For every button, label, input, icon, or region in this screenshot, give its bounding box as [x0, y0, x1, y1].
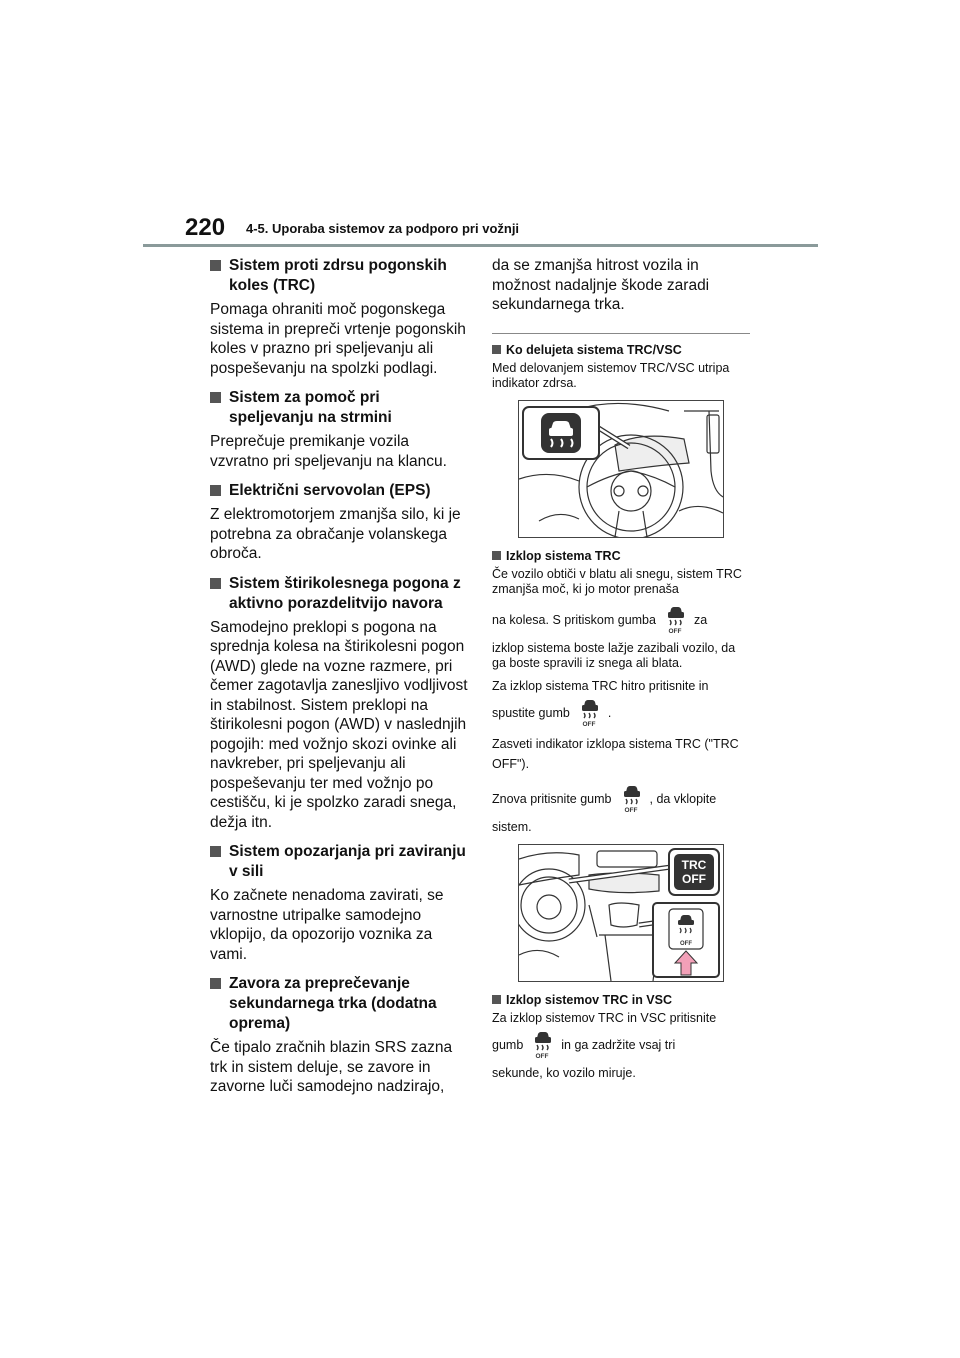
right-column	[492, 256, 750, 1089]
trc-off-p2	[492, 605, 750, 635]
trc-off-p5	[492, 698, 750, 728]
text-fragment: Znova pritisnite gumb	[492, 792, 612, 806]
bullet-square-icon	[210, 485, 221, 496]
trc-off-p7	[492, 784, 750, 814]
bullet-square-icon	[210, 846, 221, 857]
vsc-off-button-callout	[653, 903, 719, 977]
vsc-off-button-icon	[576, 698, 602, 728]
text-fragment: .	[607, 706, 612, 720]
svg-text:OFF: OFF	[682, 871, 706, 886]
bullet-square-icon	[492, 551, 501, 560]
body-secondary-collision-brake: Če tipalo zračnih blazin SRS zazna trk in sistem deluje, se zavore in zavorne luči samodejno nadzirajo,	[210, 1039, 453, 1095]
trc-vsc-off-p3: sekunde, ko vozilo miruje.	[492, 1066, 636, 1080]
slip-indicator-icon	[541, 413, 581, 453]
section-title: 4-5. Uporaba sistemov za podporo pri vožnji	[246, 221, 520, 236]
bullet-square-icon	[492, 995, 501, 1004]
trc-off-p6: Zasveti indikator izklopa sistema TRC ("TRC OFF").	[492, 737, 739, 771]
heading-awd: Sistem štirikolesnega pogona z aktivno porazdelitvijo navora	[210, 574, 468, 614]
divider	[492, 333, 750, 334]
trc-off-p4: Za izklop sistema TRC hitro pritisnite in	[492, 678, 709, 693]
svg-text:OFF: OFF	[680, 940, 692, 947]
body-awd: Samodejno preklopi s pogona na sprednja kolesa na štirikolesni pogon (AWD) glede na vozne razmere, pri čemer zagotavlja zanesljivo vodljivost in stabilnost. Sistem preklopi na štirikolesni pogon (AWD) v naslednjih pogojih: med vožnjo skozi ovinke ali navkreber, pri speljevanju ali pospeševanju ter med vožnjo po cestišču, ki je spolzko zaradi snega, dežja itn.	[210, 618, 468, 831]
trc-off-indicator	[669, 849, 719, 895]
console-illustration	[519, 845, 723, 981]
vsc-off-button-icon	[662, 605, 688, 635]
body-trc-vsc-active: Med delovanjem sistemov TRC/VSC utripa indikator zdrsa.	[492, 360, 730, 390]
page-number: 220	[185, 214, 226, 241]
subheading-trc-vsc-active: Ko delujeta sistema TRC/VSC	[492, 342, 750, 358]
text-fragment: za	[693, 612, 708, 627]
trc-vsc-off-p1: Za izklop sistemov TRC in VSC pritisnite	[492, 1010, 717, 1025]
svg-text:OFF: OFF	[582, 721, 596, 728]
body-trc: Pomaga ohraniti moč pogonskega sistema in prepreči vrtenje pogonskih koles v prazno pri speljevanju ali pospeševanju na spolzki podlagi.	[210, 301, 466, 377]
heading-trc: Sistem proti zdrsu pogonskih koles (TRC)	[210, 256, 468, 296]
subheading-trc-vsc-off: Izklop sistemov TRC in VSC	[492, 992, 750, 1008]
trc-off-p1: Če vozilo obtiči v blatu ali snegu, sistem TRC zmanjša moč, ki jo motor prenaša	[492, 566, 742, 596]
trc-vsc-off-p2	[492, 1030, 750, 1060]
heading-eps: Električni servovolan (EPS)	[210, 481, 468, 501]
body-eps: Z elektromotorjem zmanjša silo, ki je potrebna za obračanje volanskega obroča.	[210, 506, 461, 562]
text-fragment: gumb	[492, 1038, 524, 1052]
bullet-square-icon	[492, 345, 501, 354]
bullet-square-icon	[210, 978, 221, 989]
vsc-off-button-icon	[529, 1030, 555, 1060]
continuation-text: da se zmanjša hitrost vozila in možnost nadaljnje škode zaradi sekundarnega trka.	[492, 257, 710, 313]
trc-off-p8: sistem.	[492, 820, 532, 834]
trc-off-p3: izklop sistema boste lažje zazibali vozilo, da ga boste spravili iz snega ali blata.	[492, 640, 736, 670]
trc-off-button-figure	[518, 844, 724, 982]
body-emergency-brake-signal: Ko začnete nenadoma zavirati, se varnostne utripalke samodejno vklopijo, da opozorijo voznika za vami.	[210, 887, 444, 963]
subheading-trc-off: Izklop sistema TRC	[492, 548, 750, 564]
heading-hill-start: Sistem za pomoč pri speljevanju na strmini	[210, 388, 468, 428]
svg-text:OFF: OFF	[535, 1053, 549, 1060]
text-fragment: in ga zadržite vsaj tri	[561, 1038, 676, 1052]
bullet-square-icon	[210, 260, 221, 271]
bullet-square-icon	[210, 392, 221, 403]
heading-secondary-collision-brake: Zavora za preprečevanje sekundarnega trka (dodatna oprema)	[210, 974, 468, 1034]
svg-text:OFF: OFF	[624, 807, 638, 814]
heading-emergency-brake-signal: Sistem opozarjanja pri zaviranju v sili	[210, 842, 468, 882]
svg-text:OFF: OFF	[668, 627, 682, 635]
vsc-off-button-icon	[618, 784, 644, 814]
left-column	[210, 256, 468, 1107]
text-fragment: na kolesa. S pritiskom gumba	[492, 612, 656, 627]
svg-text:TRC: TRC	[681, 857, 707, 872]
dashboard-slip-indicator-figure	[518, 400, 724, 538]
bullet-square-icon	[210, 578, 221, 589]
text-fragment: spustite gumb	[492, 706, 570, 720]
body-hill-start: Preprečuje premikanje vozila vzvratno pri speljevanju na klancu.	[210, 433, 447, 470]
text-fragment: , da vklopite	[649, 792, 717, 806]
header-rule	[143, 244, 818, 247]
steering-wheel-illustration	[519, 401, 723, 537]
